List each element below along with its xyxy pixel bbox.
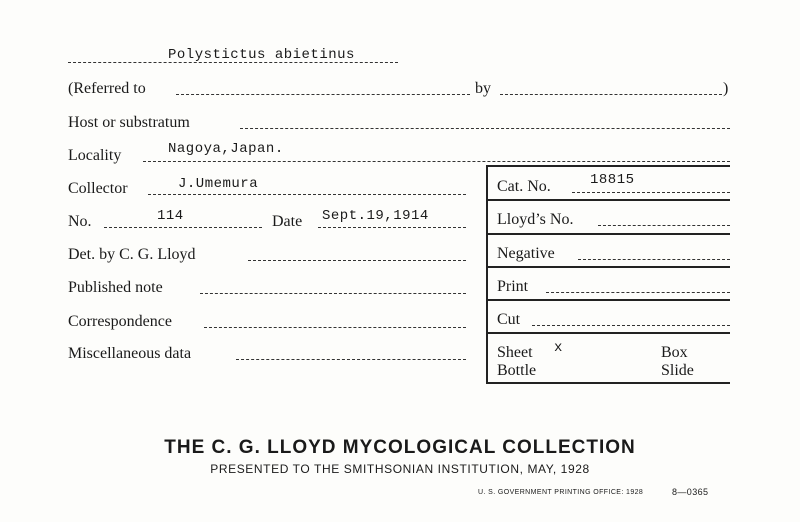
host-line: [240, 128, 730, 129]
collection-subtitle: PRESENTED TO THE SMITHSONIAN INSTITUTION, MAY, 1928: [210, 462, 590, 476]
cat-no-value: 18815: [590, 172, 635, 188]
locality-line: [143, 161, 730, 162]
sheet-mark: x: [554, 340, 563, 356]
cut-label: Cut: [497, 311, 521, 328]
host-label: Host or substratum: [68, 114, 190, 131]
right-box-divider: [486, 165, 488, 383]
closing-paren: ): [723, 80, 729, 97]
correspondence-line: [204, 327, 466, 328]
collection-title: THE C. G. LLOYD MYCOLOGICAL COLLECTION: [164, 437, 636, 458]
cat-no-line: [572, 192, 730, 193]
correspondence-label: Correspondence: [68, 313, 172, 330]
right-box-top-rule: [486, 165, 730, 167]
cut-line: [532, 325, 730, 326]
collector-line: [148, 194, 466, 195]
cut-rule: [486, 332, 730, 334]
box-label: Box: [661, 344, 688, 361]
bottle-label: Bottle: [497, 362, 537, 379]
right-box-bottom-rule: [486, 382, 730, 384]
published-note-label: Published note: [68, 279, 163, 296]
collector-value: J.Umemura: [178, 176, 259, 192]
miscellaneous-label: Miscellaneous data: [68, 345, 192, 362]
date-value: Sept.19,1914: [322, 208, 429, 224]
cat-no-label: Cat. No.: [497, 178, 551, 195]
negative-rule: [486, 266, 730, 268]
by-label: by: [475, 80, 491, 97]
det-by-line: [248, 260, 466, 261]
form-number: 8—0365: [672, 487, 709, 497]
print-label: Print: [497, 278, 529, 295]
referred-to-line: [176, 94, 470, 95]
negative-label: Negative: [497, 245, 555, 262]
date-label: Date: [272, 213, 303, 230]
cat-no-rule: [486, 199, 730, 201]
det-by-label: Det. by C. G. Lloyd: [68, 246, 196, 263]
lloyds-no-label: Lloyd’s No.: [497, 211, 574, 228]
print-line: [546, 292, 730, 293]
locality-label: Locality: [68, 147, 122, 164]
by-line: [500, 94, 722, 95]
print-rule: [486, 299, 730, 301]
miscellaneous-line: [236, 359, 466, 360]
published-note-line: [200, 293, 466, 294]
lloyds-no-rule: [486, 233, 730, 235]
slide-label: Slide: [661, 362, 694, 379]
species-value: Polystictus abietinus: [168, 47, 355, 63]
negative-line: [578, 259, 730, 260]
no-label: No.: [68, 213, 92, 230]
sheet-label: Sheet: [497, 344, 533, 361]
locality-value: Nagoya,Japan.: [168, 141, 284, 157]
referred-to-label: (Referred to: [68, 80, 146, 97]
no-value: 114: [157, 208, 184, 224]
collector-label: Collector: [68, 180, 128, 197]
no-line: [104, 227, 262, 228]
lloyds-no-line: [598, 225, 730, 226]
printing-office-note: U. S. GOVERNMENT PRINTING OFFICE: 1928: [478, 489, 644, 496]
date-line: [318, 227, 466, 228]
